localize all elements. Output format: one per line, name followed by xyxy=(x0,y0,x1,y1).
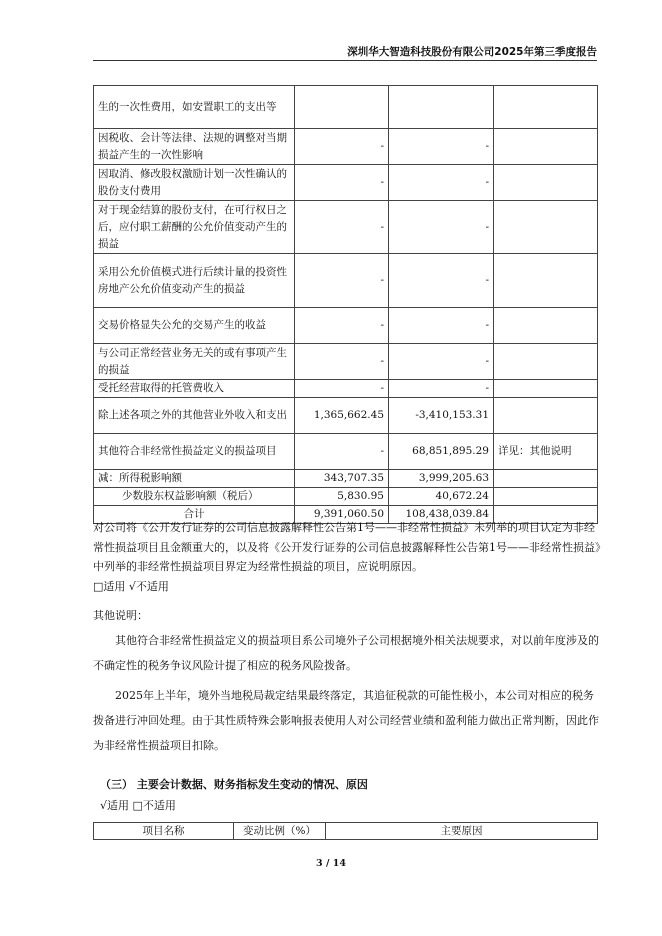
item-label: 与公司正常经营业务无关的或有事项产生的损益 xyxy=(94,344,295,380)
ytd-value: 40,672.24 xyxy=(389,488,494,506)
current-period-value: 5,830.95 xyxy=(295,488,389,506)
table-row xyxy=(94,254,598,308)
table-row xyxy=(94,470,598,488)
note-cell xyxy=(494,308,598,344)
ytd-value: - xyxy=(389,308,494,344)
header-divider xyxy=(93,60,597,61)
item-label: 合计 xyxy=(94,506,295,524)
item-label: 生的一次性费用，如安置职工的支出等 xyxy=(94,86,295,129)
ytd-value: - xyxy=(389,344,494,380)
ytd-value xyxy=(389,86,494,129)
column-header-reason: 主要原因 xyxy=(326,823,598,840)
item-label: 少数股东权益影响额（税后） xyxy=(94,488,295,506)
table-row xyxy=(94,201,598,254)
item-label: 除上述各项之外的其他营业外收入和支出 xyxy=(94,398,295,434)
current-period-value xyxy=(295,86,389,129)
note-cell xyxy=(494,488,598,506)
section-applicability: √适用 □不适用 xyxy=(100,799,176,812)
table-row xyxy=(94,308,598,344)
table-row xyxy=(94,488,598,506)
item-label: 受托经营取得的托管费收入 xyxy=(94,380,295,398)
ytd-value: 68,851,895.29 xyxy=(389,434,494,470)
note-paragraph: 对公司将《公开发行证券的公司信息披露解释性公告第1号——非经常性损益》未列举的项目认定为非经常性损益项目且金额重大的，以及将《公开发行证券的公司信息披露解释性公告第1号——非经常性损益》中列举的非经常性损益项目界定为经常性损益的项目，应说明原因。 xyxy=(93,521,601,573)
note-cell xyxy=(494,165,598,201)
table-row xyxy=(94,129,598,165)
current-period-value: - xyxy=(295,254,389,308)
ytd-value: - xyxy=(389,165,494,201)
item-label: 其他符合非经常性损益定义的损益项目 xyxy=(94,434,295,470)
other-notes-label: 其他说明： xyxy=(93,609,148,622)
ytd-value: - xyxy=(389,201,494,254)
page-header: 深圳华大智造科技股份有限公司2025年第三季度报告 xyxy=(347,46,597,58)
ytd-value: -3,410,153.31 xyxy=(389,398,494,434)
current-period-value: - xyxy=(295,434,389,470)
ytd-value: - xyxy=(389,254,494,308)
item-label: 对于现金结算的股份支付，在可行权日之后，应付职工薪酬的公允价值变动产生的损益 xyxy=(94,201,295,254)
changes-table xyxy=(93,822,598,840)
ytd-value: - xyxy=(389,380,494,398)
item-label: 采用公允价值模式进行后续计量的投资性房地产公允价值变动产生的损益 xyxy=(94,254,295,308)
section-title: （三） 主要会计数据、财务指标发生变动的情况、原因 xyxy=(100,778,368,791)
table-row xyxy=(94,380,598,398)
other-notes-paragraph-2: 2025年上半年，境外当地税局裁定结果最终落定，其追征税款的可能性极小，本公司对相应的税务拨备进行冲回处理。由于其性质特殊会影响报表使用人对公司经营业绩和盈利能力做出正常判断，因此作为非经常性损益项目扣除。 xyxy=(93,689,599,752)
current-period-value: 9,391,060.50 xyxy=(295,506,389,524)
note-cell xyxy=(494,398,598,434)
current-period-value: - xyxy=(295,344,389,380)
note-cell xyxy=(494,86,598,129)
note-cell xyxy=(494,129,598,165)
column-header-change: 变动比例（%） xyxy=(234,823,326,840)
current-period-value: - xyxy=(295,201,389,254)
table-row xyxy=(94,86,598,129)
item-label: 因税收、会计等法律、法规的调整对当期损益产生的一次性影响 xyxy=(94,129,295,165)
current-period-value: - xyxy=(295,308,389,344)
current-period-value: - xyxy=(295,165,389,201)
ytd-value: 3,999,205.63 xyxy=(389,470,494,488)
table-row xyxy=(94,165,598,201)
item-label: 交易价格显失公允的交易产生的收益 xyxy=(94,308,295,344)
note-cell xyxy=(494,201,598,254)
other-notes-paragraph-1: 其他符合非经常性损益定义的损益项目系公司境外子公司根据境外相关法规要求，对以前年度涉及的不确定性的税务争议风险计提了相应的税务风险拨备。 xyxy=(93,634,599,672)
ytd-value: 108,438,039.84 xyxy=(389,506,494,524)
current-period-value: - xyxy=(295,380,389,398)
note-cell xyxy=(494,380,598,398)
note-cell: 详见：其他说明 xyxy=(494,434,598,470)
non-recurring-items-table xyxy=(93,85,598,524)
ytd-value: - xyxy=(389,129,494,165)
note-applicability: □适用 √不适用 xyxy=(93,580,169,593)
note-cell xyxy=(494,344,598,380)
table-row xyxy=(94,434,598,470)
current-period-value: 1,365,662.45 xyxy=(295,398,389,434)
item-label: 减：所得税影响额 xyxy=(94,470,295,488)
table-row xyxy=(94,398,598,434)
column-header-item: 项目名称 xyxy=(94,823,234,840)
table-header-row xyxy=(94,823,598,840)
item-label: 因取消、修改股权激励计划一次性确认的股份支付费用 xyxy=(94,165,295,201)
current-period-value: - xyxy=(295,129,389,165)
note-cell xyxy=(494,470,598,488)
table-row xyxy=(94,344,598,380)
note-cell xyxy=(494,254,598,308)
current-period-value: 343,707.35 xyxy=(295,470,389,488)
page-number: 3 / 14 xyxy=(316,858,346,869)
